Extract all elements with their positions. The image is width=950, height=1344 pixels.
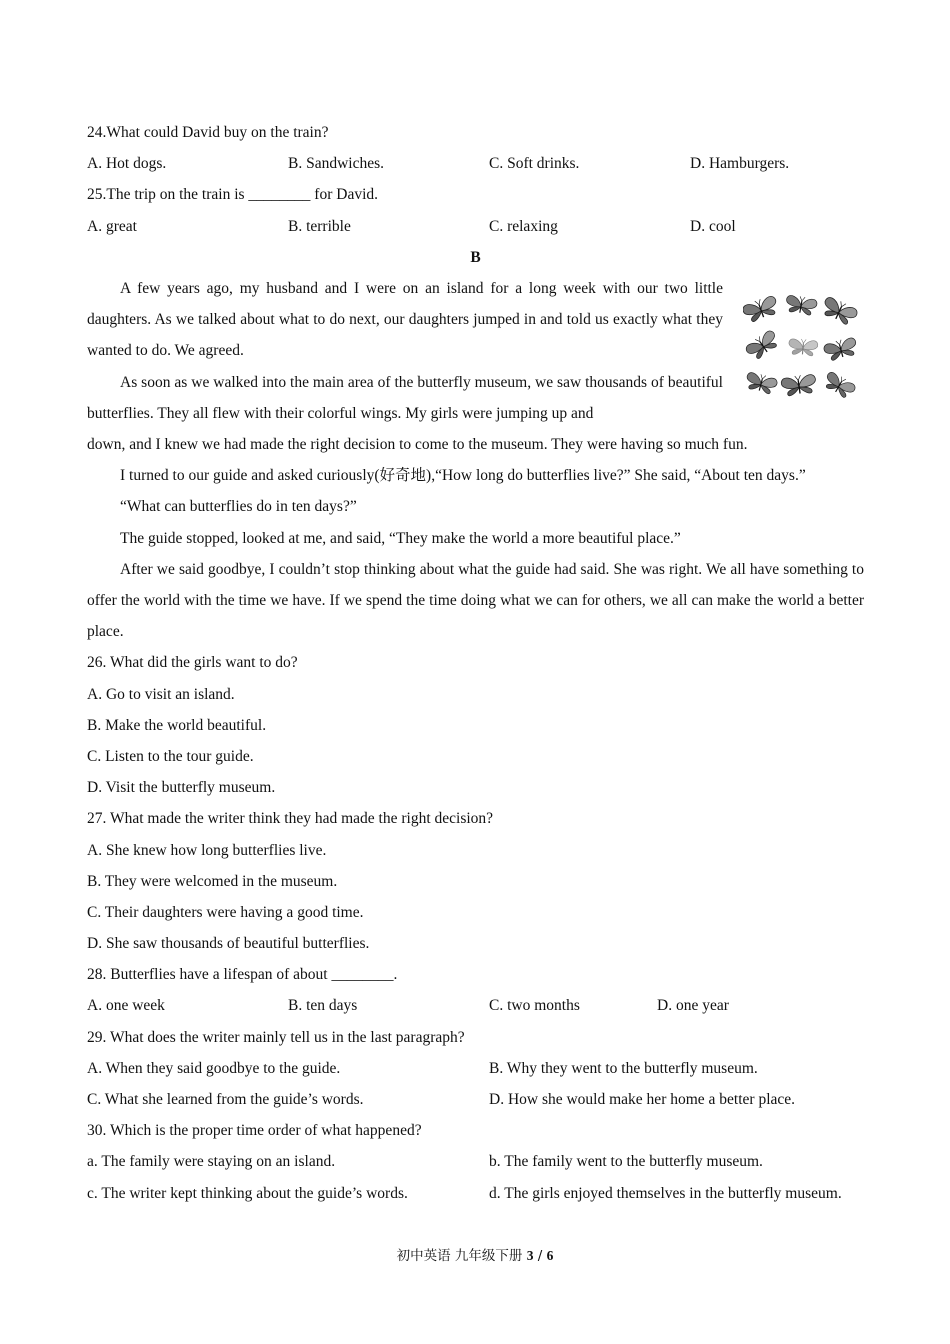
q26-option-a: A. Go to visit an island. <box>87 685 235 703</box>
q28-stem: 28. Butterflies have a lifespan of about ________. <box>87 966 398 984</box>
q25-option-c: C. relaxing <box>489 217 558 235</box>
footer-label: 初中英语 九年级下册 <box>396 1248 527 1264</box>
butterfly-icon <box>788 338 818 356</box>
footer-page-number: 3 <box>526 1248 534 1263</box>
q29-options-row-2 <box>87 1084 864 1115</box>
q26-option-b: B. Make the world beautiful. <box>87 716 267 734</box>
section-b-heading: B <box>470 248 481 266</box>
butterfly-icon <box>822 370 857 400</box>
q27-stem: 27. What made the writer think they had made the right decision? <box>87 810 494 828</box>
q24-option-c: C. Soft drinks. <box>489 155 580 173</box>
q28-option-c: C. two months <box>489 997 580 1015</box>
q28-option-b: B. ten days <box>288 997 358 1015</box>
q29-option-c: C. What she learned from the guide’s words. <box>87 1091 364 1108</box>
butterfly-icon <box>781 373 818 396</box>
q30-items-row-2 <box>87 1178 864 1209</box>
butterfly-icon <box>820 295 859 327</box>
q30-item-a: a. The family were staying on an island. <box>87 1153 336 1171</box>
q25-option-d: D. cool <box>690 217 736 235</box>
passage-paragraph-5: The guide stopped, looked at me, and said, “They make the world a more beautiful place.” <box>120 529 681 547</box>
q25-stem: 25.The trip on the train is ________ for David. <box>87 186 379 204</box>
q25-option-a: A. great <box>87 217 137 235</box>
q24-option-a: A. Hot dogs. <box>87 155 167 173</box>
q29-stem: 29. What does the writer mainly tell us in the last paragraph? <box>87 1028 465 1046</box>
q26-option-d: D. Visit the butterfly museum. <box>87 779 276 797</box>
q28-option-d: D. one year <box>657 997 729 1015</box>
butterfly-icon <box>823 336 859 362</box>
q27-option-d: D. She saw thousands of beautiful butterflies. <box>87 935 370 953</box>
q30-item-d: d. The girls enjoyed themselves in the butterfly museum. <box>489 1184 842 1202</box>
q29-option-b: B. Why they went to the butterfly museum. <box>489 1059 758 1077</box>
passage-paragraph-3: I turned to our guide and asked curiously(好奇地),“How long do butterflies live?” She said, “About ten days.” <box>120 467 806 485</box>
passage-paragraph-1: A few years ago, my husband and I were on an island for a long week with our two little daughters. As we talked about what to do next, our daughters jumped in and told us exactly what they wanted to do. We agreed. <box>87 279 723 360</box>
q30-item-b: b. The family went to the butterfly museum. <box>489 1153 763 1171</box>
q27-option-a: A. She knew how long butterflies live. <box>87 841 327 859</box>
q24-options <box>87 148 864 179</box>
q26-option-c: C. Listen to the tour guide. <box>87 747 254 765</box>
butterfly-icon <box>743 294 780 323</box>
q24-option-b: B. Sandwiches. <box>288 155 385 173</box>
q27-option-b: B. They were welcomed in the museum. <box>87 872 338 890</box>
q27-option-c: C. Their daughters were having a good time. <box>87 903 364 921</box>
butterfly-icon <box>744 371 778 395</box>
q30-item-c: c. The writer kept thinking about the guide’s words. <box>87 1184 408 1202</box>
q29-option-a: A. When they said goodbye to the guide. <box>87 1059 341 1077</box>
q25-option-b: B. terrible <box>288 217 351 235</box>
footer-page-total: 6 <box>546 1248 554 1263</box>
q30-items-row-1 <box>87 1146 864 1177</box>
q24-stem: 24.What could David buy on the train? <box>87 124 329 141</box>
q29-options-row-1 <box>87 1053 864 1084</box>
passage-paragraph-4: “What can butterflies do in ten days?” <box>120 498 357 516</box>
passage-paragraph-2a: As soon as we walked into the main area of the butterfly museum, we saw thousands of beautiful butterflies. They all flew with their colorful wings. My girls were jumping up and <box>87 373 723 422</box>
footer-separator: / <box>533 1248 547 1264</box>
q28-option-a: A. one week <box>87 997 165 1015</box>
q24-option-d: D. Hamburgers. <box>690 155 790 173</box>
passage-paragraph-6: After we said goodbye, I couldn’t stop thinking about what the guide had said. She was right. We all have something to offer the world with the time we have. If we spend the time doing what we can for others, we all can make the world a better place. <box>87 560 864 641</box>
butterflies-illustration <box>743 288 859 406</box>
butterfly-icon <box>744 329 781 362</box>
passage-paragraph-2b: down, and I knew we had made the right decision to come to the museum. They were having so much fun. <box>87 435 748 453</box>
q29-option-d: D. How she would make her home a better place. <box>489 1091 796 1108</box>
q28-options <box>87 990 864 1021</box>
q25-options <box>87 211 864 242</box>
page-footer <box>0 1244 950 1264</box>
q30-stem: 30. Which is the proper time order of what happened? <box>87 1122 422 1140</box>
q26-stem: 26. What did the girls want to do? <box>87 654 298 672</box>
exam-page <box>87 117 864 1209</box>
butterfly-icon <box>785 294 818 316</box>
